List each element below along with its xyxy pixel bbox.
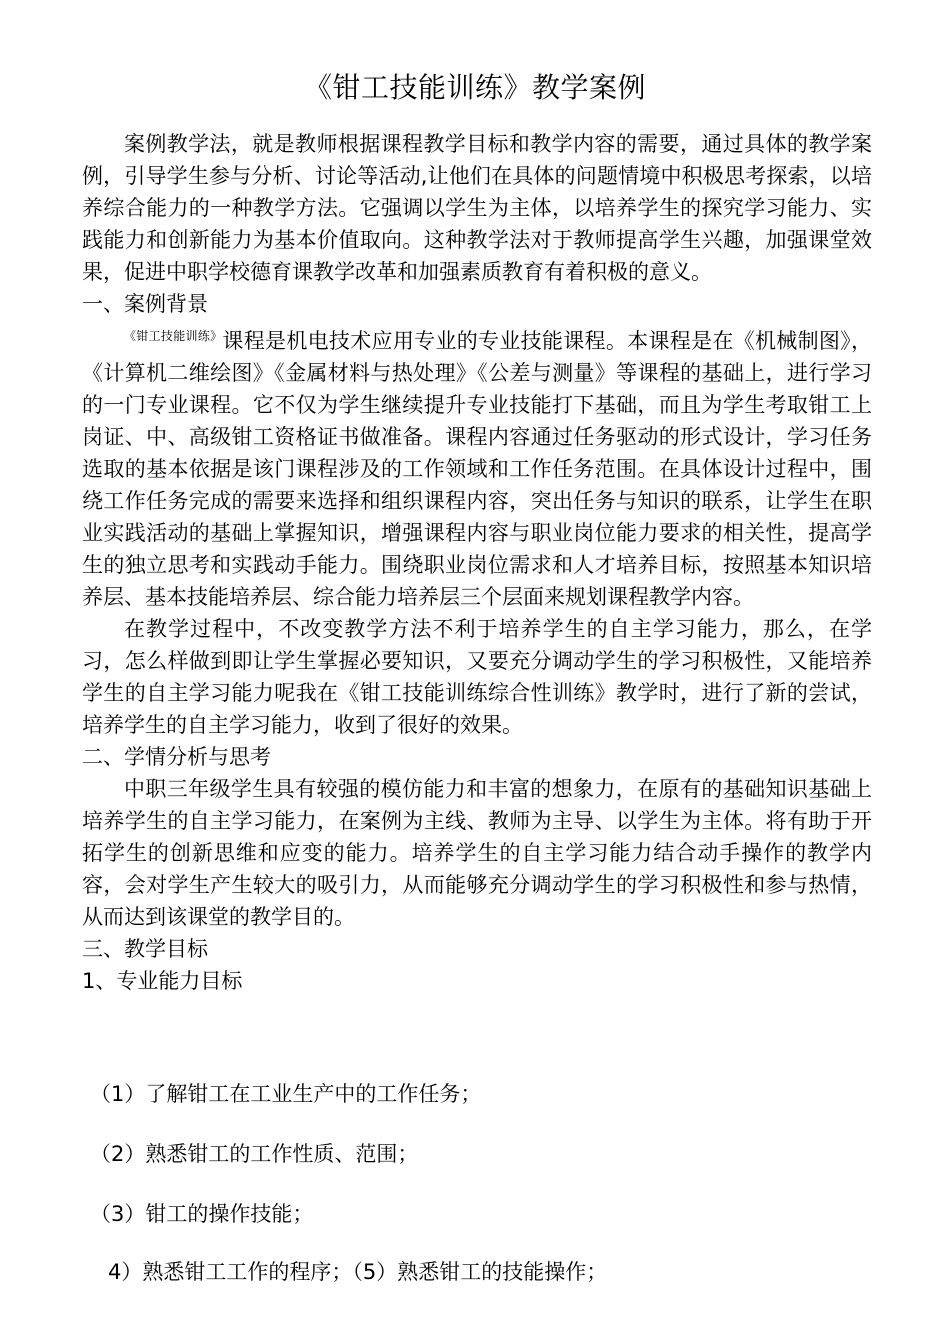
section-heading-objectives: 三、教学目标 (82, 937, 208, 961)
objective-item-3: （3）钳工的操作技能； (90, 1202, 314, 1226)
background-paragraph-1-text: 课程是机电技术应用专业的专业技能课程。本课程是在《机械制图》，《计算机二维绘图》《金属材料与热处理》《公差与测量》等课程的基础上，进行学习的一门专业课程。它不仅为学生继续提升专业技能打下基础，而且为学生考取钳工上岗证、中、高级钳工资格证书做准备。课程内容通过任务驱动的形式设计，学习任务选取的基本依据是该门课程涉及的工作领域和工作任务范围。在具体设计过程中，围绕工作任务完成的需要来选择和组织课程内容，突出任务与知识的联系，让学生在职业实践活动的基础上掌握知识，增强课程内容与职业岗位能力要求的相关性，提高学生的独立思考和实践动手能力。围绕职业岗位需求和人才培养目标，按照基本知识培养层、基本技能培养层、综合能力培养层三个层面来规划课程教学内容。 (82, 329, 872, 609)
objective-item-4: 4）熟悉钳工工作的程序；（5）熟悉钳工的技能操作； (108, 1260, 608, 1284)
analysis-paragraph: 中职三年级学生具有较强的模仿能力和丰富的想象力，在原有的基础知识基础上培养学生的自主学习能力，在案例为主线、教师为主导、以学生为主体。将有助于开拓学生的创新思维和应变的能力。培养学生的自主学习能力结合动手操作的教学内容，会对学生产生较大的吸引力，从而能够充分调动学生的学习积极性和参与热情，从而达到该课堂的教学目的。 (82, 777, 872, 929)
objective-item-1: （1）了解钳工在工业生产中的工作任务； (90, 1082, 482, 1106)
document-title: 《钳工技能训练》教学案例 (303, 71, 646, 104)
background-paragraph-2: 在教学过程中，不改变教学方法不利于培养学生的自主学习能力，那么，在学习，怎么样做到即让学生掌握必要知识，又要充分调动学生的学习积极性，又能培养学生的自主学习能力呢我在《钳工技能训练综合性训练》教学时，进行了新的尝试，培养学生的自主学习能力，收到了很好的效果。 (82, 617, 872, 737)
objective-item-2: （2）熟悉钳工的工作性质、范围； (90, 1142, 419, 1166)
section-heading-background: 一、案例背景 (82, 292, 208, 316)
subheading-professional-ability: 1、专业能力目标 (82, 969, 243, 993)
course-name-small: 《钳工技能训练》 (124, 329, 223, 343)
section-heading-analysis: 二、学情分析与思考 (82, 745, 271, 769)
intro-paragraph: 案例教学法，就是教师根据课程教学目标和教学内容的需要，通过具体的教学案例，引导学生参与分析、讨论等活动,让他们在具体的问题情境中积极思考探索，以培养综合能力的一种教学方法。它强调以学生为主体，以培养学生的探究学习能力、实践能力和创新能力为基本价值取向。这种教学法对于教师提高学生兴趣，加强课堂效果，促进中职学校德育课教学改革和加强素质教育有着积极的意义。 (82, 132, 872, 284)
document-body (82, 128, 872, 997)
background-paragraph-1 (82, 320, 872, 613)
